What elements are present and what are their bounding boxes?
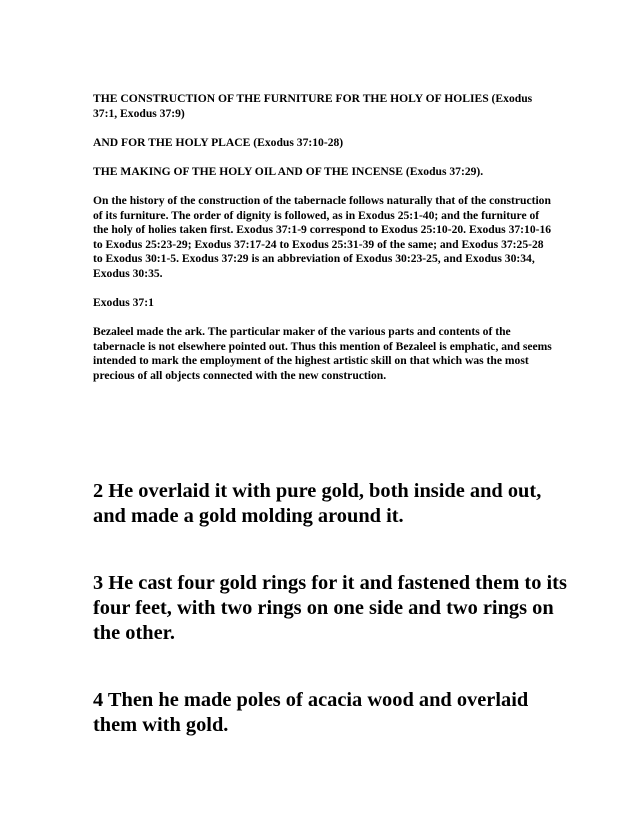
verse-3: 3 He cast four gold rings for it and fastened them to its four feet, with two rings on one side and two rings on the other. bbox=[93, 572, 567, 644]
commentary-paragraph: Bezaleel made the ark. The particular maker of the various parts and contents of the tabernacle is not elsewhere pointed out. Thus this mention of Bezaleel is emphatic, and seems intended to mark the employment of the highest artistic skill on that which was the most precious of all objects connected with the new construction. bbox=[93, 325, 552, 382]
verse-4: 4 Then he made poles of acacia wood and overlaid them with gold. bbox=[93, 689, 529, 736]
verse-reference: Exodus 37:1 bbox=[93, 296, 154, 309]
heading-holy-place: AND FOR THE HOLY PLACE (Exodus 37:10-28) bbox=[93, 136, 344, 149]
intro-paragraph: On the history of the construction of the tabernacle follows naturally that of the construction of its furniture. The order of dignity is followed, as in Exodus 25:1-40; and the furniture of the holy of holies taken first. Exodus 37:1-9 correspond to Exodus 25:10-20. Exodus 37:10-16 to Exodus 25:23-29; Exodus 37:17-24 to Exodus 25:31-39 of the same; and Exodus 37:25-28 to Exodus 30:1-5. Exodus 37:29 is an abbreviation of Exodus 30:23-25, and Exodus 30:34, Exodus 30:35. bbox=[93, 194, 552, 280]
verse-2: 2 He overlaid it with pure gold, both inside and out, and made a gold molding around it. bbox=[93, 480, 542, 527]
heading-furniture-holy-of-holies: THE CONSTRUCTION OF THE FURNITURE FOR THE HOLY OF HOLIES (Exodus 37:1, Exodus 37:9) bbox=[93, 92, 533, 120]
heading-holy-oil-incense: THE MAKING OF THE HOLY OIL AND OF THE INCENSE (Exodus 37:29). bbox=[93, 165, 484, 178]
